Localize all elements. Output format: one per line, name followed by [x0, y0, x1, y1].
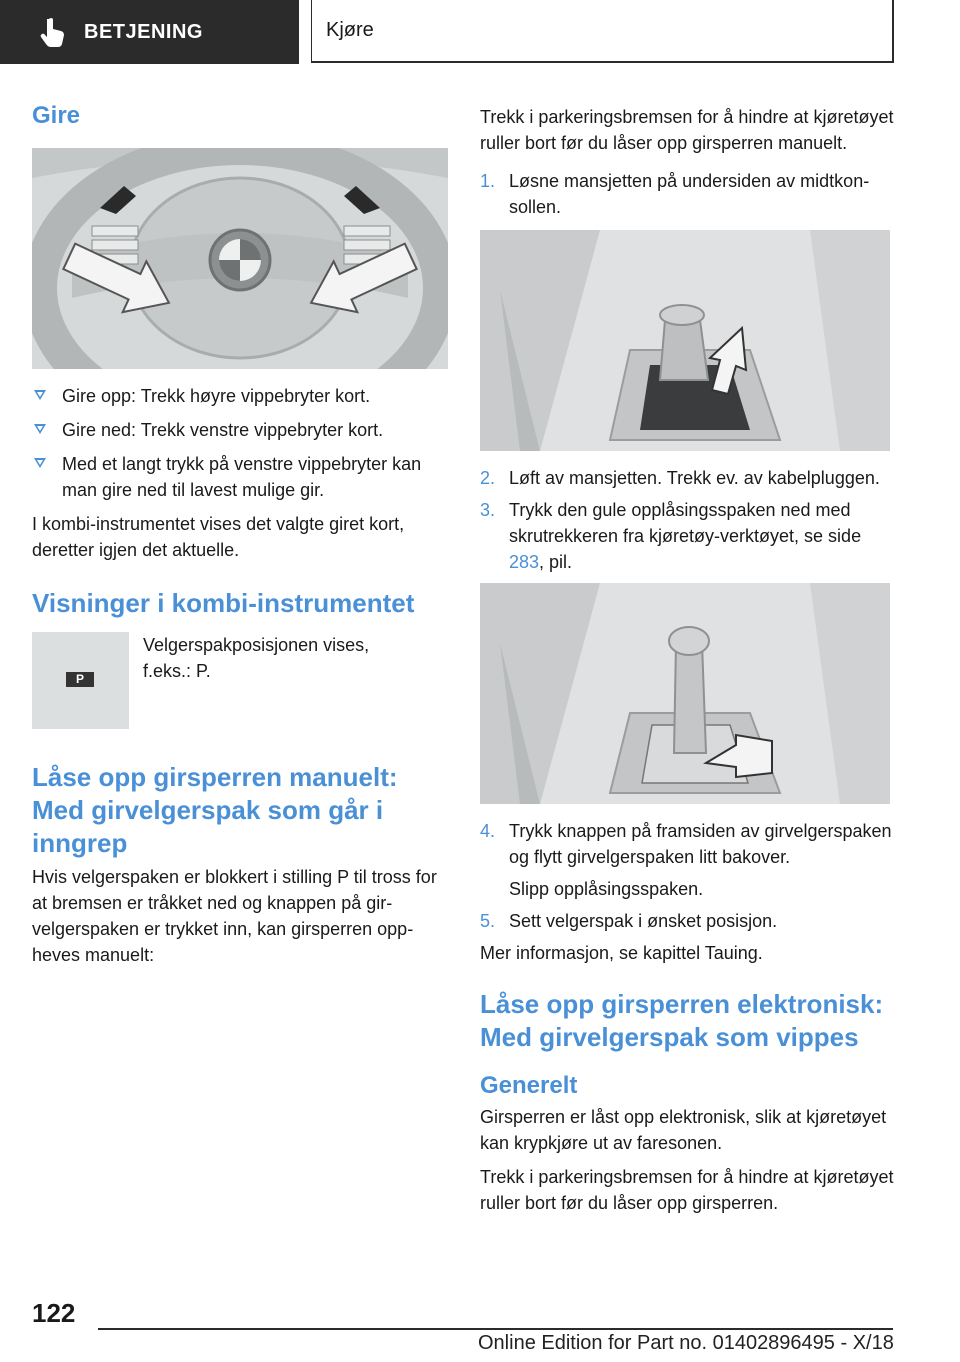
gear-p-indicator: P	[66, 672, 94, 687]
right-column	[480, 92, 896, 1216]
heading-generelt: Generelt	[480, 1072, 578, 1099]
step-item: 3. Trykk den gule opplåsingsspaken ned med skrutrekkeren fra kjøretøy-verktøyet, se side 283, pil.	[480, 500, 862, 572]
step-item: 2. Løft av mansjetten. Trekk ev. av kabelpluggen.	[480, 468, 880, 488]
section-title: BETJENING	[84, 20, 203, 43]
chapter-title: Kjøre	[326, 19, 374, 41]
section-tab[interactable]	[0, 0, 299, 64]
step-item: 1. Løsne mansjetten på undersiden av midtkonsollen.	[480, 171, 870, 217]
step-sub-text: Slipp opplåsingsspaken.	[509, 879, 704, 899]
console-figure-1	[480, 230, 890, 451]
edition-text: Online Edition for Part no. 01402896495 - X/18	[478, 1332, 894, 1354]
heading-visninger: Visninger i kombi-instrumentet	[32, 588, 415, 618]
heading-manuelt: Låse opp girsperren manuelt: Med girvelgerspak som går i inngrep	[32, 762, 398, 858]
generelt-paragraph-2: Trekk i parkeringsbremsen for å hindre at kjøretøyet ruller bort før du låser opp girsperren.	[480, 1167, 894, 1213]
steering-wheel-figure	[32, 148, 448, 369]
left-column	[32, 92, 448, 968]
footer-divider	[98, 1328, 893, 1330]
gire-bullet-list	[32, 383, 448, 503]
more-info-text: Mer informasjon, se kapittel Tauing.	[480, 943, 763, 963]
heading-gire: Gire	[32, 102, 81, 129]
visninger-row	[32, 632, 448, 729]
steps-list-3	[480, 818, 896, 934]
triangle-bullet-icon	[34, 424, 46, 434]
triangle-bullet-icon	[34, 390, 46, 400]
hand-pointer-icon	[40, 17, 66, 47]
heading-elektronisk: Låse opp girsperren elektronisk: Med girvelgerspak som vippes	[480, 989, 884, 1052]
visninger-text: Velgerspakposisjonen vises, f.eks.: P.	[143, 635, 370, 681]
page-link[interactable]: 283	[509, 552, 540, 572]
page-number: 122	[32, 1298, 76, 1328]
console-figure-2	[480, 583, 890, 804]
manuelt-intro: Trekk i parkeringsbremsen for å hindre at kjøretøyet ruller bort før du låser opp girsperren manuelt.	[480, 107, 894, 153]
step-item: 4. Trykk knappen på framsiden av girvelgerspaken og flytt girvelgerspaken litt bakover. Slipp opplåsingsspaken.	[480, 818, 896, 902]
gear-lever-illustration	[480, 583, 890, 804]
list-item: Gire ned: Trekk venstre vippebryter kort.	[32, 417, 448, 443]
steps-list-2	[480, 465, 896, 575]
steps-list-1	[480, 168, 896, 220]
gire-paragraph: I kombi-instrumentet vises det valgte giret kort, deretter igjen det aktuelle.	[32, 514, 405, 560]
center-console-illustration	[480, 230, 890, 451]
steering-wheel-illustration	[32, 148, 448, 369]
chapter-header	[311, 0, 894, 63]
list-item: Med et langt trykk på venstre vippebryter kan man gire ned til lavest mulige gir.	[32, 451, 448, 503]
display-indicator-figure	[32, 632, 129, 729]
manuelt-paragraph: Hvis velgerspaken er blokkert i stilling P til tross for at bremsen er tråkket ned og knappen på girvelgerspaken er trykket inn, kan girsperren oppheves manuelt:	[32, 867, 437, 965]
step-item: 5. Sett velgerspak i ønsket posisjon.	[480, 911, 778, 931]
generelt-paragraph-1: Girsperren er låst opp elektronisk, slik at kjøretøyet kan krypkjøre ut av faresonen.	[480, 1107, 887, 1153]
triangle-bullet-icon	[34, 458, 46, 468]
list-item: Gire opp: Trekk høyre vippebryter kort.	[32, 383, 448, 409]
